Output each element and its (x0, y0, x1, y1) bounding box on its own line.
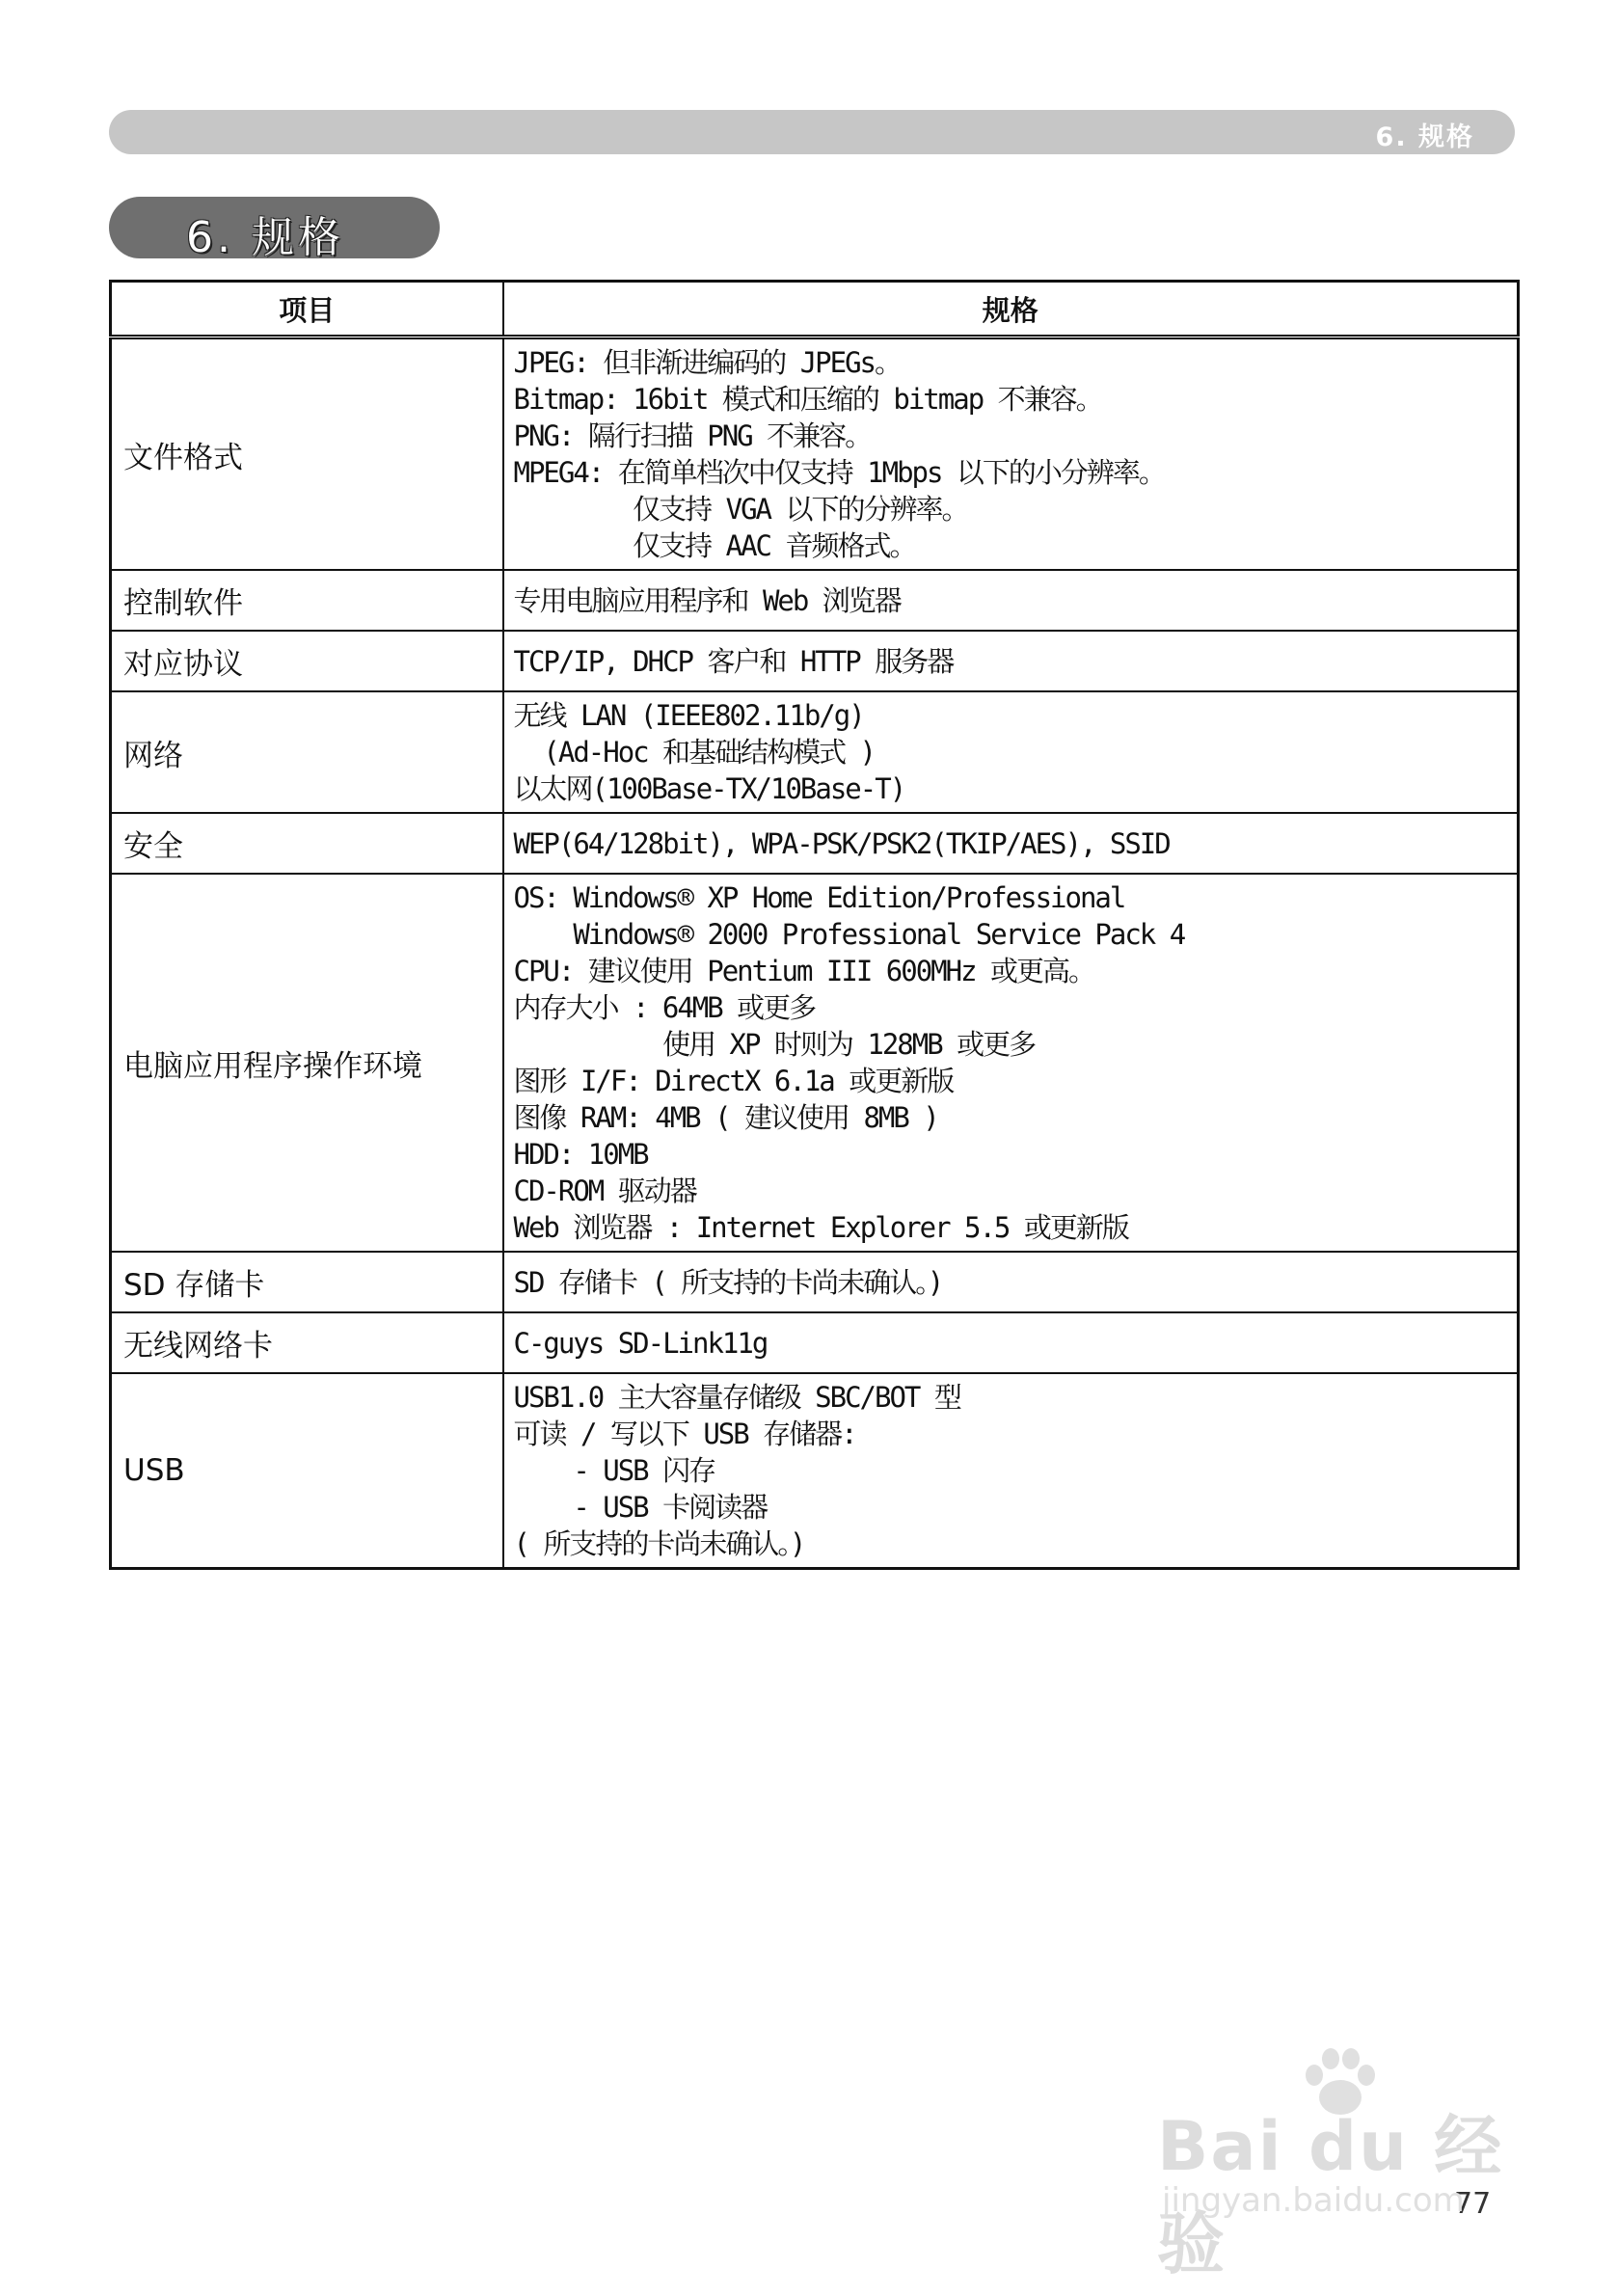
spec-line: TCP/IP, DHCP 客户和 HTTP 服务器 (513, 644, 954, 678)
spec-line: Web 浏览器 : Internet Explorer 5.5 或更新版 (513, 1211, 1128, 1244)
spec-line: MPEG4: 在简单档次中仅支持 1Mbps 以下的小分辨率。 (513, 456, 1165, 489)
table-row (111, 338, 1519, 571)
spec-line: - USB 闪存 (513, 1454, 715, 1487)
spec-line: JPEG: 但非渐进编码的 JPEGs。 (513, 346, 902, 379)
row-spec-cell (503, 874, 1519, 1252)
row-item-label: 对应协议 (111, 631, 503, 691)
row-item-label: SD 存储卡 (111, 1252, 503, 1312)
row-item-label: USB (111, 1373, 503, 1569)
row-spec-cell (503, 691, 1519, 813)
spec-line: USB1.0 主大容量存储级 SBC/BOT 型 (513, 1381, 960, 1414)
spec-line: 使用 XP 时则为 128MB 或更多 (513, 1028, 1036, 1061)
spec-line: WEP(64/128bit), WPA-PSK/PSK2(TKIP/AES), SSID (513, 826, 1170, 860)
spec-line: (Ad-Hoc 和基础结构模式 ) (513, 736, 876, 769)
watermark-logo-text: Bai du 经验 (1157, 2107, 1504, 2283)
row-item-label: 文件格式 (111, 338, 503, 571)
table-row (111, 1252, 1519, 1312)
spec-line: HDD: 10MB (513, 1138, 648, 1171)
row-spec-cell (503, 1312, 1519, 1373)
spec-line: 可读 / 写以下 USB 存储器: (513, 1418, 856, 1450)
section-title-pill (109, 197, 440, 262)
table-row (111, 691, 1519, 813)
spec-line: 仅支持 VGA 以下的分辨率。 (513, 493, 968, 526)
spec-line: 仅支持 AAC 音频格式。 (513, 529, 916, 562)
spec-line: Bitmap: 16bit 模式和压缩的 bitmap 不兼容。 (513, 383, 1102, 416)
row-item-label: 控制软件 (111, 570, 503, 631)
spec-line: OS: Windows® XP Home Edition/Professional (513, 881, 1125, 914)
header-item: 项目 (111, 282, 503, 338)
table-header-row (111, 282, 1519, 338)
spec-line: CD-ROM 驱动器 (513, 1175, 696, 1207)
spec-table (109, 280, 1520, 1570)
spec-line: ( 所支持的卡尚未确认。) (513, 1527, 805, 1560)
spec-line: Windows® 2000 Professional Service Pack 4 (513, 918, 1185, 951)
page-number: 77 (1454, 2187, 1492, 2221)
row-spec-cell (503, 1373, 1519, 1569)
spec-line: CPU: 建议使用 Pentium III 600MHz 或更高。 (513, 955, 1094, 987)
table-body (111, 338, 1519, 1569)
table-row (111, 631, 1519, 691)
section-title: 6. 规格 (186, 213, 344, 262)
row-item-label: 无线网络卡 (111, 1312, 503, 1373)
row-spec-cell (503, 338, 1519, 571)
row-item-label: 电脑应用程序操作环境 (111, 874, 503, 1252)
spec-line: 专用电脑应用程序和 Web 浏览器 (513, 583, 901, 617)
spec-line: - USB 卡阅读器 (513, 1491, 768, 1524)
baidu-watermark (1157, 2064, 1543, 2283)
header-bar (109, 110, 1515, 154)
table-row (111, 1373, 1519, 1569)
spec-line: 图形 I/F: DirectX 6.1a 或更新版 (513, 1065, 954, 1097)
row-spec-cell (503, 631, 1519, 691)
row-spec-cell (503, 1252, 1519, 1312)
row-item-label: 安全 (111, 813, 503, 874)
spec-line: 无线 LAN (IEEE802.11b/g) (513, 699, 864, 732)
table-row (111, 874, 1519, 1252)
row-spec-cell (503, 570, 1519, 631)
row-item-label: 网络 (111, 691, 503, 813)
spec-line: PNG: 隔行扫描 PNG 不兼容。 (513, 419, 872, 452)
spec-line: C-guys SD-Link11g (513, 1326, 768, 1360)
spec-line: SD 存储卡 ( 所支持的卡尚未确认。) (513, 1265, 943, 1299)
row-spec-cell (503, 813, 1519, 874)
table-row (111, 570, 1519, 631)
spec-line: 图像 RAM: 4MB ( 建议使用 8MB ) (513, 1101, 938, 1134)
header-spec: 规格 (503, 282, 1519, 338)
spec-line: 以太网(100Base-TX/10Base-T) (513, 772, 905, 805)
spec-line: 内存大小 : 64MB 或更多 (513, 991, 816, 1024)
table-row (111, 1312, 1519, 1373)
table-row (111, 813, 1519, 874)
watermark-url: jingyan.baidu.com (1162, 2181, 1465, 2220)
header-bar-title: 6. 规格 (1375, 122, 1474, 152)
